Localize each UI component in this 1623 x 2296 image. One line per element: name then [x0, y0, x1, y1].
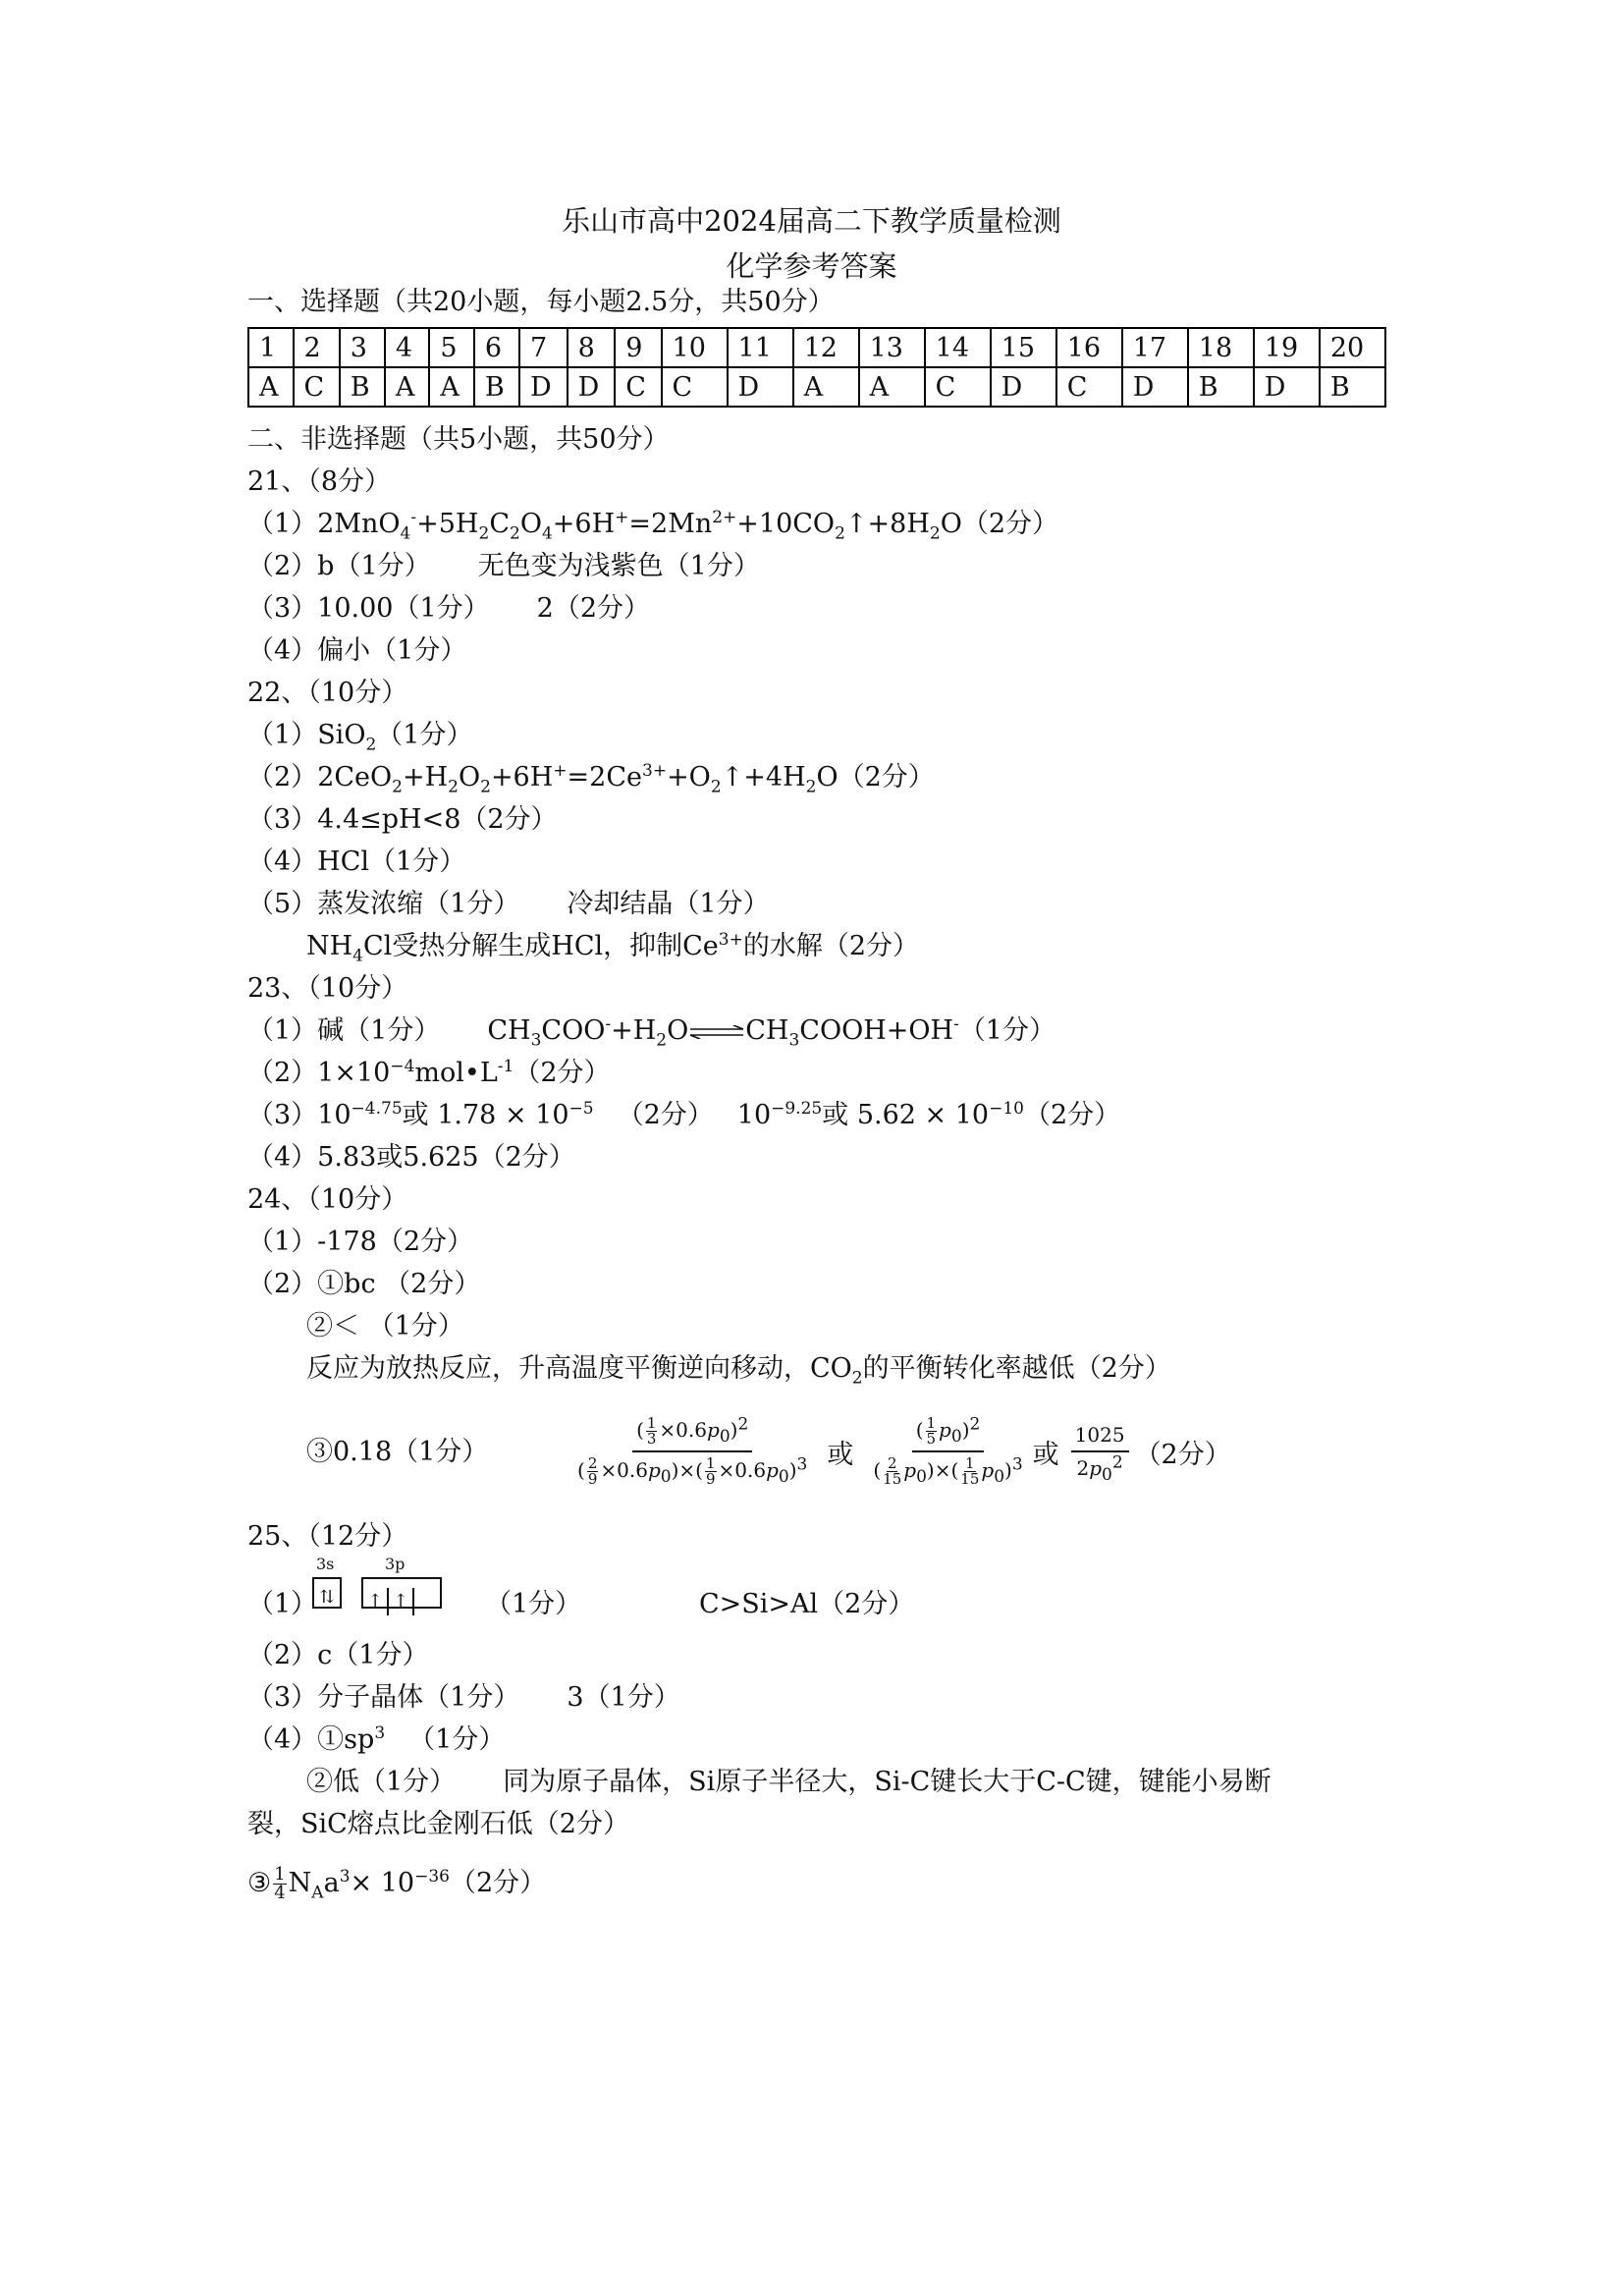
q23-part1-score: （1分） — [958, 1015, 1055, 1046]
q24-note-post: 的平衡转化率越低（2分） — [862, 1353, 1171, 1384]
question-number-cell: 8 — [568, 328, 616, 367]
q25-part4-1 — [247, 1723, 505, 1757]
q25-part1-score: （1分） — [485, 1589, 582, 1619]
answer-cell: B — [340, 367, 385, 407]
q25-part4-3-label: ③ — [247, 1868, 272, 1898]
q21-part1 — [247, 508, 1059, 544]
q23-part3-score1: （2分） — [617, 1100, 714, 1130]
q22-part2-score: （2分） — [838, 762, 935, 793]
q25-part4-3-fraction: $\frac{1}{4}$ — [274, 1864, 286, 1903]
q22-part1 — [247, 719, 473, 755]
q21-header: 21、（8分） — [247, 466, 392, 497]
q23-part3-power2: $10^{-9.25}$ — [736, 1099, 823, 1130]
q22-part2-label: （2） — [247, 762, 318, 793]
empty-orbital — [414, 1579, 440, 1607]
answer-cell: B — [1188, 367, 1254, 407]
q25-part4-1-score: （1分） — [408, 1724, 506, 1755]
question-number-cell: 4 — [385, 328, 430, 367]
section2-heading: 二、非选择题（共5小题，共50分） — [247, 424, 670, 455]
q23-part3-a: 或 1.78 × 10 — [402, 1100, 569, 1130]
q25-part4-2-a: ②低（1分） — [306, 1767, 457, 1797]
orbital-3p-label: 3p — [385, 1555, 406, 1573]
q25-part4-3-score: （2分） — [449, 1868, 547, 1898]
q22-note-post: 的水解（2分） — [742, 931, 920, 961]
answer-cell: B — [1320, 367, 1385, 407]
q24-note-sub: 2 — [851, 1368, 863, 1389]
q24-part2-note — [306, 1352, 1171, 1389]
q23-part3-label: （3） — [247, 1100, 318, 1130]
q23-part1-equation: $CH_3COO^-+H_2O$ $CH_3COOH+OH^-$ — [487, 1014, 959, 1051]
q25-part4-3-expr: $N_Aa^3\times 10^{-36}$ — [288, 1867, 450, 1903]
answer-cell: A — [248, 367, 294, 407]
answer-cell: A — [859, 367, 925, 407]
question-number-cell: 10 — [662, 328, 728, 367]
question-number-cell: 20 — [1320, 328, 1385, 367]
q22-note-formula: $NH_4Cl$ — [306, 931, 393, 966]
q23-part3-power1: $10^{-4.75}$ — [317, 1099, 403, 1130]
q25-part4-2-b: 同为原子晶体，Si原子半径大，Si-C键长大于C-C键，键能小易断 — [503, 1767, 1271, 1797]
q22-note-pre: 受热分解生成HCl，抑制Ce — [392, 931, 719, 961]
q23-part3-b: 或 5.62 × 10 — [822, 1100, 990, 1130]
answer-cell: D — [568, 367, 616, 407]
electron-up-icon: ↑ — [389, 1588, 414, 1615]
q23-part2-unit: mol•L — [414, 1058, 498, 1088]
question-number-cell: 17 — [1122, 328, 1188, 367]
answer-cell: D — [1254, 367, 1320, 407]
q23-part1-a: （1）碱（1分） — [247, 1015, 441, 1046]
q22-part3: （3）4.4≤pH<8（2分） — [247, 804, 558, 835]
answer-cell: A — [385, 367, 430, 407]
q25-part4-1-label: （4）①sp — [247, 1724, 375, 1755]
q25-part1-label: （1） — [247, 1589, 318, 1619]
q22-part2 — [247, 761, 935, 797]
q22-header: 22、（10分） — [247, 678, 408, 708]
q25-part2: （2）c（1分） — [247, 1640, 429, 1670]
q23-part2 — [247, 1057, 611, 1090]
answer-table-answer-row — [248, 367, 1385, 407]
q25-part1-b: C>Si>Al（2分） — [699, 1589, 915, 1619]
answer-table-number-row — [248, 328, 1385, 367]
answer-cell: D — [1122, 367, 1188, 407]
orbital-3s-label: 3s — [316, 1555, 335, 1573]
kp-fraction-2: ( $\frac{1}{5}$ $p_0)^2$ ( $\frac{2}{15}$ $p_0)\times$( $\frac{1}{15}$ $p_0)^3$ — [873, 1414, 1023, 1488]
q25-part4-1-exp: 3 — [374, 1723, 386, 1743]
q22-note-ion: 3+ — [718, 930, 743, 950]
q23-part3-exp2: −10 — [989, 1099, 1024, 1119]
q25-part4-3 — [247, 1859, 546, 1908]
answer-cell: C — [1056, 367, 1122, 407]
paired-electrons-icon: ⇅ — [319, 1587, 335, 1608]
q22-part1-formula: SiO$_2$ — [317, 720, 377, 755]
question-number-cell: 13 — [859, 328, 925, 367]
q21-part3 — [247, 592, 650, 626]
q21-part2-b: 无色变为浅紫色（1分） — [477, 551, 760, 581]
answer-cell: C — [294, 367, 340, 407]
q23-part2-score: （2分） — [514, 1058, 611, 1088]
answer-cell: D — [519, 367, 568, 407]
q21-part1-label: （1） — [247, 509, 318, 539]
question-number-cell: 1 — [248, 328, 294, 367]
q24-part2-3-score: （2分） — [1134, 1439, 1231, 1470]
answer-cell: C — [662, 367, 728, 407]
q24-note-pre: 反应为放热反应，升高温度平衡逆向移动，CO — [306, 1353, 852, 1384]
question-number-cell: 7 — [519, 328, 568, 367]
kp-fraction-3: $\frac{1025}{2p_0^2}$ — [1071, 1423, 1129, 1480]
page-subtitle: 化学参考答案 — [726, 249, 897, 283]
q23-header: 23、（10分） — [247, 973, 408, 1004]
q23-part2-unit-exp: -1 — [497, 1057, 514, 1076]
answer-cell: C — [615, 367, 661, 407]
q22-part5-b: 冷却结晶（1分） — [567, 889, 770, 919]
question-number-cell: 18 — [1188, 328, 1254, 367]
q23-part2-power: $10^{-4}$ — [355, 1057, 415, 1088]
q21-part1-score: （2分） — [961, 509, 1059, 539]
q23-part3-exp1: −5 — [568, 1099, 594, 1119]
orbital-3s-box — [312, 1577, 342, 1609]
q21-part3-b: 2（2分） — [536, 593, 651, 624]
q22-part1-label: （1） — [247, 720, 318, 750]
answer-cell: C — [925, 367, 991, 407]
question-number-cell: 5 — [429, 328, 474, 367]
q21-part1-equation: $2MnO_4^-+5H_2C_2O_4+6H^+=2Mn^{2+}+10CO_2↑+8H_2O$ — [317, 508, 962, 544]
question-number-cell: 12 — [793, 328, 859, 367]
question-number-cell: 14 — [925, 328, 991, 367]
q25-part4-2 — [306, 1766, 1271, 1799]
q24-header: 24、（10分） — [247, 1184, 408, 1215]
page-title: 乐山市高中2024届高二下教学质量检测 — [562, 204, 1061, 238]
q22-part5 — [247, 888, 770, 921]
question-number-cell: 9 — [615, 328, 661, 367]
or-text-1: 或 — [827, 1439, 854, 1470]
answer-cell: A — [793, 367, 859, 407]
q22-part5-note — [306, 930, 920, 966]
question-number-cell: 2 — [294, 328, 340, 367]
question-number-cell: 6 — [474, 328, 519, 367]
q25-part3-b: 3（1分） — [567, 1682, 680, 1713]
orbital-3p-box — [361, 1577, 442, 1612]
question-number-cell: 19 — [1254, 328, 1320, 367]
q21-part3-a: （3）10.00（1分） — [247, 593, 490, 624]
q21-part2-a: （2）b（1分） — [247, 551, 431, 581]
answer-table — [247, 327, 1386, 408]
q22-part2-equation: $2CeO_2+H_2O_2+6H^+=2Ce^{3+}+O_2↑+4H_2O$ — [317, 761, 839, 797]
question-number-cell: 3 — [340, 328, 385, 367]
q25-part3 — [247, 1681, 680, 1715]
q23-part3-score2: （2分） — [1023, 1100, 1121, 1130]
question-number-cell: 16 — [1056, 328, 1122, 367]
kp-fraction-1: ( $\frac{1}{3}$ $\times 0.6p_0)^2$ ( $\frac{2}{9}$ $\times 0.6p_0)\times$( $\frac{1}{9}$ $\times 0.6p_0)^3$ — [577, 1414, 808, 1488]
answer-cell: B — [474, 367, 519, 407]
q24-part1: （1）-178（2分） — [247, 1227, 474, 1257]
answer-cell: D — [728, 367, 793, 407]
q22-part1-score: （1分） — [376, 720, 473, 750]
question-number-cell: 15 — [991, 328, 1056, 367]
q24-part2-2: ②＜ （1分） — [306, 1311, 464, 1341]
question-number-cell: 11 — [728, 328, 793, 367]
q22-part4: （4）HCl（1分） — [247, 847, 466, 877]
section1-heading: 一、选择题（共20小题，每小题2.5分，共50分） — [247, 287, 835, 317]
q23-part2-label: （2）1× — [247, 1058, 356, 1088]
q25-part3-a: （3）分子晶体（1分） — [247, 1682, 520, 1713]
or-text-2: 或 — [1032, 1439, 1059, 1470]
electron-up-icon: ↑ — [363, 1588, 389, 1615]
q21-part2 — [247, 550, 760, 583]
answer-cell: D — [991, 367, 1056, 407]
equilibrium-arrow-icon — [688, 1025, 745, 1039]
q25-header: 25、（12分） — [247, 1521, 408, 1552]
q25-part4-2-c: 裂，SiC熔点比金刚石低（2分） — [247, 1809, 629, 1839]
q23-part1 — [247, 1014, 1055, 1051]
q24-kp-expression — [568, 1396, 1231, 1506]
q21-part4: （4）偏小（1分） — [247, 635, 467, 666]
q24-part2-1: （2）①bc （2分） — [247, 1269, 481, 1299]
q23-part4: （4）5.83或5.625（2分） — [247, 1142, 575, 1173]
q24-part2-3: ③0.18（1分） — [306, 1437, 489, 1467]
q23-part3 — [247, 1099, 1120, 1132]
answer-cell: A — [429, 367, 474, 407]
q22-part5-a: （5）蒸发浓缩（1分） — [247, 889, 520, 919]
